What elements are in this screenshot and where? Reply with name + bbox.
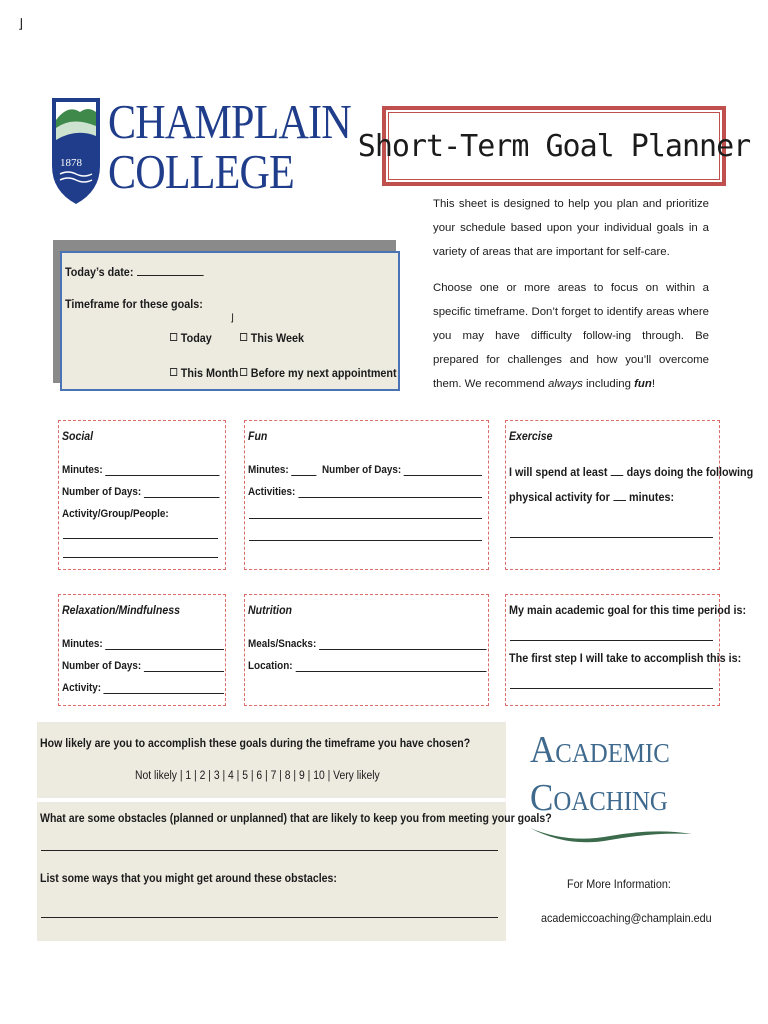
- workarounds-line[interactable]: [41, 917, 498, 918]
- checkbox-this-week: [240, 333, 247, 341]
- option-this-week[interactable]: This Week: [240, 331, 304, 345]
- exercise-minutes-field[interactable]: physical activity for minutes:: [509, 490, 675, 504]
- relaxation-section: [58, 594, 226, 706]
- social-line-2[interactable]: [63, 557, 218, 558]
- nutrition-location-field[interactable]: Location:: [248, 660, 487, 672]
- fun-section: [244, 420, 489, 570]
- nutrition-title: Nutrition: [248, 603, 292, 617]
- intro-paragraph-1: [433, 192, 709, 264]
- shield-year: 1878: [60, 157, 82, 169]
- obstacles-question: What are some obstacles (planned or unplanned) that are likely to keep you from meeting your goals?: [40, 811, 552, 825]
- social-days-field[interactable]: Number of Days:: [62, 486, 220, 498]
- nutrition-meals-field[interactable]: Meals/Snacks:: [248, 638, 487, 650]
- todays-date-field[interactable]: [65, 264, 204, 279]
- workarounds-question: List some ways that you might get around these obstacles:: [40, 871, 337, 885]
- checkbox-before-appointment: [240, 368, 247, 376]
- first-step-label: The first step I will take to accomplish this is:: [509, 651, 742, 665]
- option-this-month[interactable]: This Month: [170, 366, 238, 380]
- intro-text-1: This sheet is designed to help you plan and prioritize your schedule based upon your individual goals in a variety of areas that are important for self-care.: [433, 198, 709, 258]
- page-title: Short-Term Goal Planner: [388, 112, 720, 180]
- title-box: [357, 106, 751, 186]
- likelihood-scale[interactable]: Not likely | 1 | 2 | 3 | 4 | 5 | 6 | 7 | 8 | 9 | 10 | Very likely: [135, 770, 380, 782]
- checkbox-today: [170, 333, 177, 341]
- obstacles-panel: [37, 802, 552, 941]
- likelihood-panel: [37, 722, 506, 798]
- fun-minutes-days-field[interactable]: Minutes: Number of Days:: [248, 464, 482, 476]
- social-minutes-field[interactable]: Minutes:: [62, 464, 220, 476]
- academic-coaching-line2: Coaching: [530, 777, 668, 819]
- relaxation-activity-field[interactable]: Activity:: [62, 682, 224, 694]
- academic-goal-section: [505, 594, 747, 706]
- relaxation-days-field[interactable]: Number of Days:: [62, 660, 224, 672]
- exercise-days-field[interactable]: I will spend at least days doing the following: [509, 465, 754, 479]
- fun-title: Fun: [248, 429, 268, 443]
- college-shield-logo: [50, 96, 102, 206]
- intro-p2-always: always: [548, 378, 583, 390]
- intro-paragraph-2: [433, 276, 709, 396]
- social-line-1[interactable]: [63, 538, 218, 539]
- intro-p2-part1: Choose one or more areas to focus on within a specific timeframe. Don’t forget to identify areas where you may have difficulty follow-ing through. Be prepared for challenges and how you’ll overcome them. We recommend: [433, 282, 709, 390]
- intro-p2-fun: fun: [634, 378, 652, 390]
- exercise-title: Exercise: [509, 429, 553, 443]
- likelihood-question: How likely are you to accomplish these goals during the timeframe you have chosen?: [40, 736, 471, 750]
- relaxation-title: Relaxation/Mindfulness: [62, 603, 180, 617]
- coaching-swoosh-logo: [528, 822, 694, 844]
- timeframe-label: Timeframe for these goals:: [65, 297, 203, 311]
- obstacles-line[interactable]: [41, 850, 498, 851]
- intro-text-2: [433, 276, 709, 396]
- academic-goal-line[interactable]: [510, 640, 713, 641]
- college-name-line2: COLLEGE: [108, 144, 294, 199]
- social-section: [58, 420, 226, 570]
- todays-date-label: Today’s date:: [65, 265, 134, 279]
- corner-mark: ⌋: [18, 16, 24, 31]
- relaxation-minutes-field[interactable]: Minutes:: [62, 638, 224, 650]
- college-name-line1: CHAMPLAIN: [108, 94, 351, 149]
- social-title: Social: [62, 429, 94, 443]
- checkbox-this-month: [170, 368, 177, 376]
- fun-line-1[interactable]: [249, 518, 482, 519]
- option-today[interactable]: Today: [170, 331, 212, 345]
- nutrition-section: [244, 594, 489, 706]
- exercise-section: [505, 420, 754, 570]
- exercise-line[interactable]: [510, 537, 713, 538]
- social-activity-label: Activity/Group/People:: [62, 508, 169, 520]
- intro-p2-part2: including: [582, 378, 635, 390]
- academic-coaching-line1: Academic: [530, 729, 670, 771]
- contact-email-link[interactable]: academiccoaching@champlain.edu: [541, 911, 712, 925]
- intro-p2-end: !: [651, 378, 656, 390]
- fun-activities-field[interactable]: Activities:: [248, 486, 482, 498]
- option-before-appointment[interactable]: Before my next appointment: [240, 366, 397, 380]
- small-mark: ⌋: [230, 313, 234, 324]
- more-info-label: For More Information:: [567, 877, 671, 891]
- college-name: [108, 94, 351, 199]
- fun-line-2[interactable]: [249, 540, 482, 541]
- first-step-line[interactable]: [510, 688, 713, 689]
- academic-goal-label: My main academic goal for this time period is:: [509, 603, 747, 617]
